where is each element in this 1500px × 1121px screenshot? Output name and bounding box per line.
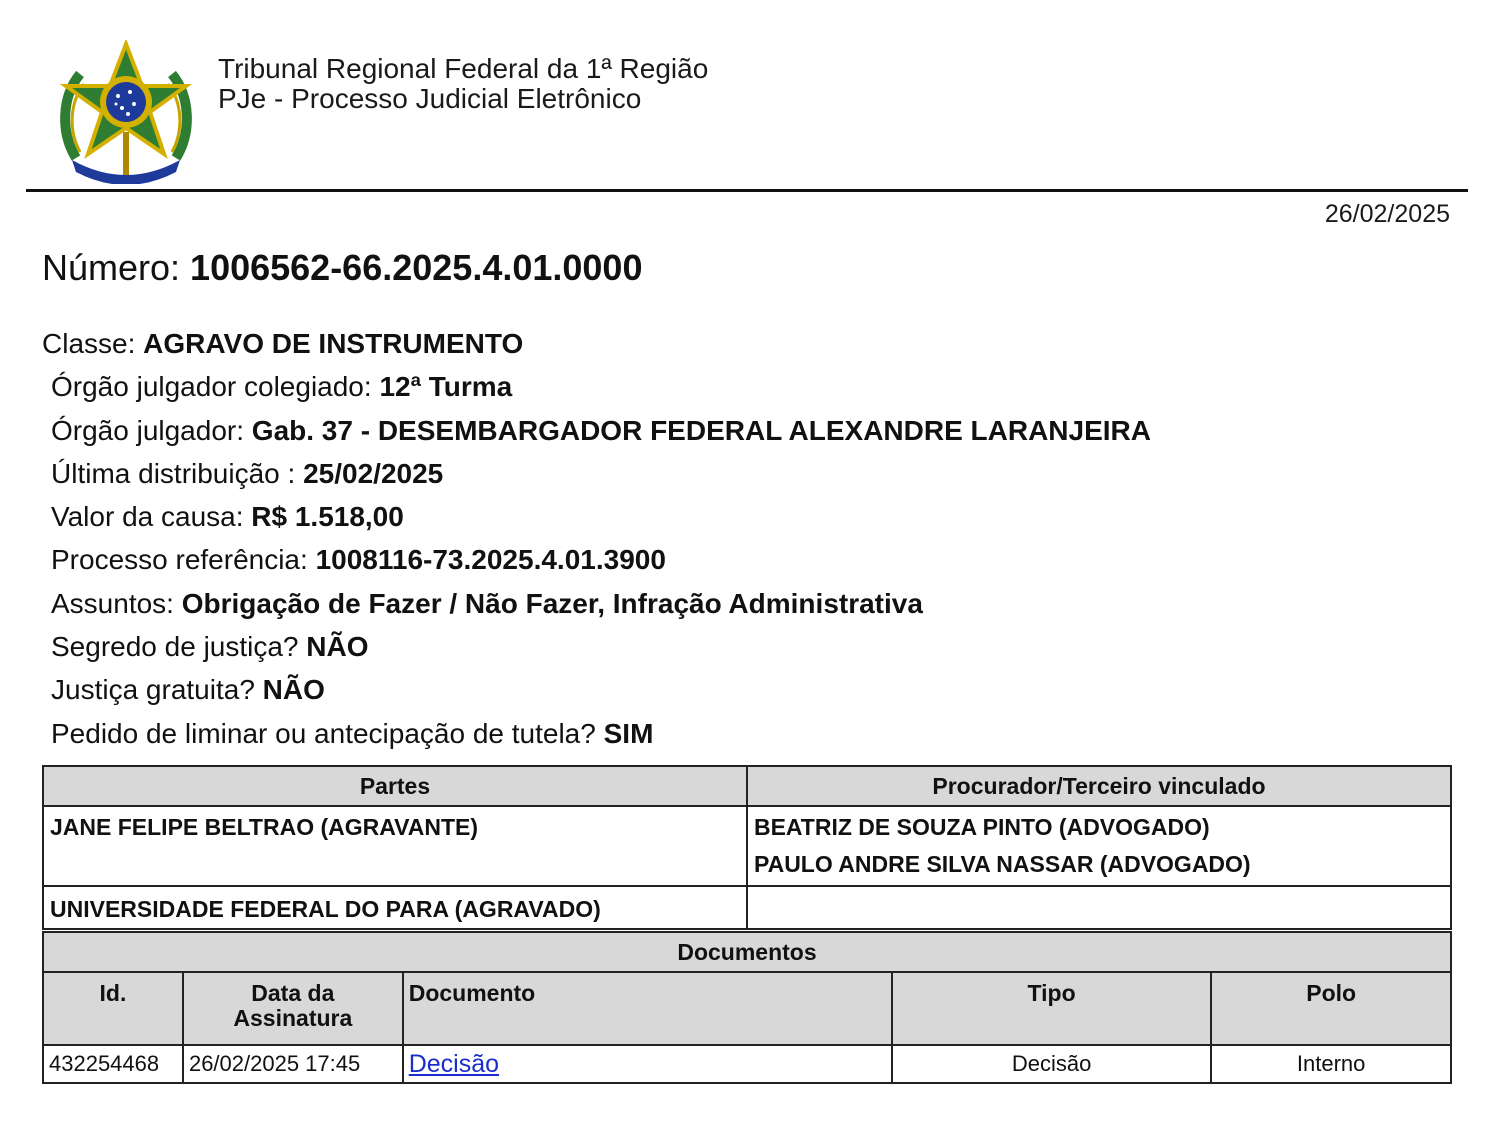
table-row — [43, 806, 1451, 886]
pole-header: Polo — [1211, 972, 1451, 1045]
print-date: 26/02/2025 — [1324, 200, 1450, 228]
field-value: Obrigação de Fazer / Não Fazer, Infração Administrativa — [181, 587, 923, 619]
document-header: Documento — [403, 972, 892, 1045]
process-number-label: Número: — [42, 247, 191, 288]
field-label: Órgão julgador: — [51, 414, 252, 446]
field-label: Processo referência: — [51, 544, 316, 576]
field-valor-causa — [42, 495, 1151, 538]
field-value: AGRAVO DE INSTRUMENTO — [143, 328, 524, 359]
field-label: Pedido de liminar ou antecipação de tutela? — [51, 717, 604, 749]
field-assuntos — [42, 582, 1151, 625]
date-header-line: Data da — [251, 980, 335, 1006]
field-processo-referencia — [42, 538, 1151, 581]
brazil-coat-of-arms-icon — [58, 40, 194, 184]
page-header — [0, 0, 1500, 192]
process-number — [42, 248, 642, 288]
process-number-value: 1006562-66.2025.4.01.0000 — [190, 247, 643, 288]
attorney-name: PAULO ANDRE SILVA NASSAR (ADVOGADO) — [753, 851, 1251, 877]
parts-header-row — [43, 766, 1451, 806]
system-name: PJe - Processo Judicial Eletrônico — [218, 83, 642, 114]
field-orgao-colegiado — [42, 365, 1151, 408]
date-header-line: Assinatura — [233, 1005, 353, 1031]
party-name: UNIVERSIDADE FEDERAL DO PARA (AGRAVADO) — [50, 896, 601, 922]
field-label: Segredo de justiça? — [51, 631, 307, 663]
process-fields — [42, 322, 1151, 755]
field-value: NÃO — [262, 674, 325, 706]
documents-table — [42, 931, 1452, 1084]
field-value: NÃO — [306, 631, 369, 663]
attorney-header: Procurador/Terceiro vinculado — [747, 766, 1451, 806]
field-classe — [42, 322, 1151, 365]
documents-title-row — [43, 932, 1451, 972]
attorney-cell — [747, 806, 1451, 886]
field-label: Órgão julgador colegiado: — [51, 371, 380, 403]
type-header: Tipo — [892, 972, 1211, 1045]
field-label: Última distribuição : — [51, 457, 304, 489]
field-value: 1008116-73.2025.4.01.3900 — [315, 544, 666, 576]
id-header: Id. — [43, 972, 183, 1045]
document-type: Decisão — [892, 1045, 1211, 1083]
documents-header-row — [43, 972, 1451, 1045]
field-label: Classe: — [42, 328, 144, 359]
document-link[interactable]: Decisão — [408, 1049, 500, 1078]
field-value: 12ª Turma — [379, 371, 513, 403]
field-value: 25/02/2025 — [303, 457, 444, 489]
field-pedido-liminar — [42, 712, 1151, 755]
document-cell — [403, 1045, 892, 1083]
party-name: JANE FELIPE BELTRAO (AGRAVANTE) — [50, 814, 479, 840]
documents-title: Documentos — [43, 932, 1451, 972]
attorney-cell — [747, 886, 1451, 929]
field-label: Justiça gratuita? — [51, 674, 263, 706]
field-ultima-distribuicao — [42, 452, 1151, 495]
field-orgao-julgador — [42, 409, 1151, 452]
court-name: Tribunal Regional Federal da 1ª Região — [218, 53, 709, 84]
table-row — [43, 1045, 1451, 1083]
document-pole: Interno — [1211, 1045, 1451, 1083]
document-id: 432254468 — [43, 1045, 183, 1083]
party-cell — [43, 806, 747, 886]
table-row — [43, 886, 1451, 929]
document-date: 26/02/2025 17:45 — [183, 1045, 403, 1083]
field-value: R$ 1.518,00 — [251, 501, 404, 533]
field-justica-gratuita — [42, 668, 1151, 711]
field-segredo-justica — [42, 625, 1151, 668]
field-value: Gab. 37 - DESEMBARGADOR FEDERAL ALEXANDRE LARANJEIRA — [251, 414, 1151, 446]
field-label: Valor da causa: — [51, 501, 252, 533]
attorney-name: BEATRIZ DE SOUZA PINTO (ADVOGADO) — [753, 814, 1210, 840]
party-cell — [43, 886, 747, 929]
parts-table — [42, 765, 1452, 930]
field-label: Assuntos: — [51, 587, 182, 619]
date-header — [183, 972, 403, 1045]
parts-header: Partes — [43, 766, 747, 806]
field-value: SIM — [603, 717, 654, 749]
header-divider — [26, 189, 1468, 192]
